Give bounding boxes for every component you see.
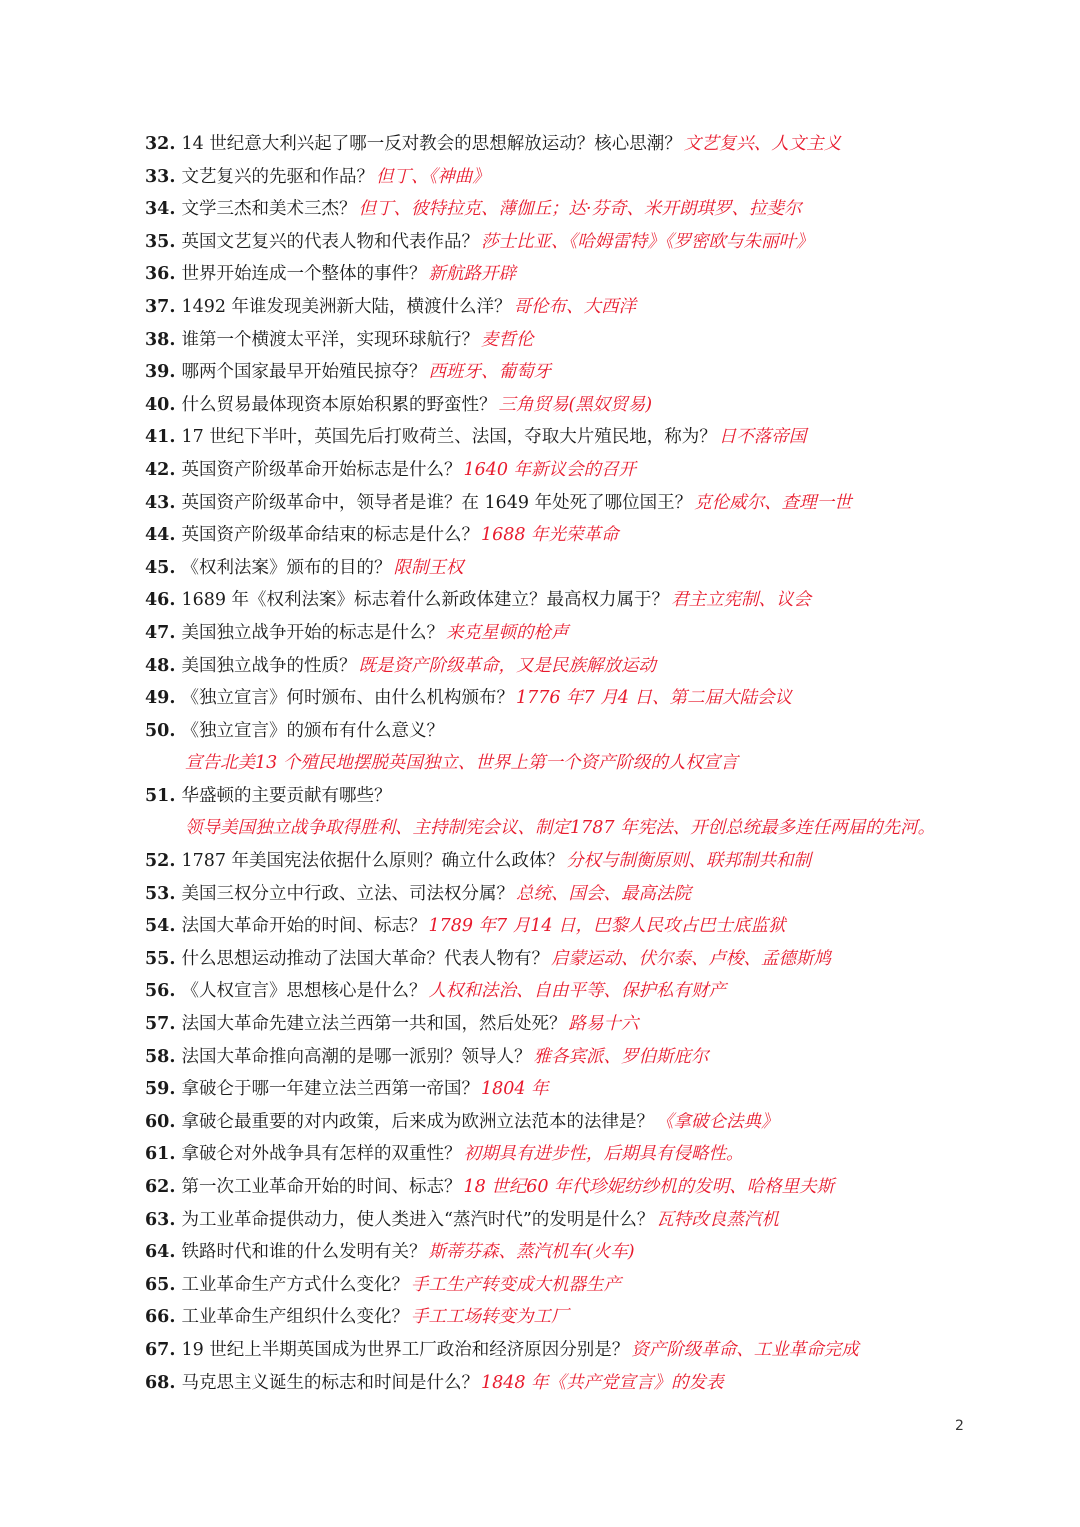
question-number: 61.	[145, 1144, 176, 1165]
qa-item	[145, 1073, 1045, 1106]
qa-item	[145, 1334, 1045, 1367]
answer-text: 手工工场转变为工厂	[410, 1307, 569, 1328]
qa-item	[145, 584, 1045, 617]
answer-text: 瓦特改良蒸汽机	[656, 1209, 779, 1230]
question-number: 50.	[145, 720, 176, 741]
qa-item	[145, 421, 1045, 454]
question-number: 67.	[145, 1339, 176, 1360]
question-text: 世界开始连成一个整体的事件？	[181, 264, 427, 285]
question-text: 美国独立战争开始的标志是什么？	[181, 622, 444, 643]
qa-item	[145, 356, 1045, 389]
question-number: 52.	[145, 851, 176, 872]
question-text: 文学三杰和美术三杰？	[181, 199, 357, 220]
question-text: 工业革命生产组织什么变化？	[181, 1307, 409, 1328]
question-text: 华盛顿的主要贡献有哪些？	[181, 785, 392, 806]
qa-item	[145, 226, 1045, 259]
answer-text: 《拿破仑法典》	[655, 1111, 779, 1132]
qa-list	[145, 128, 1045, 1399]
answer-text: 初期具有进步性，后期具有侵略性。	[463, 1144, 744, 1165]
answer-text: 文艺复兴、人文主义	[683, 134, 842, 154]
question-number: 54.	[145, 916, 176, 937]
qa-item	[145, 454, 1045, 487]
qa-item	[145, 943, 1045, 976]
qa-item	[145, 682, 1045, 715]
question-number: 66.	[145, 1307, 176, 1328]
answer-text: 麦哲伦	[480, 329, 534, 350]
question-text: 马克思主义诞生的标志和时间是什么？	[181, 1372, 479, 1393]
question-number: 57.	[145, 1014, 176, 1035]
answer-text: 雅各宾派、罗伯斯庇尔	[533, 1046, 709, 1067]
answer-text: 但丁、《神曲》	[375, 166, 490, 187]
answer-text: 西班牙、葡萄牙	[428, 362, 551, 383]
question-text: 法国大革命推向高潮的是哪一派别？领导人？	[181, 1046, 532, 1067]
question-number: 68.	[145, 1372, 176, 1393]
answer-text: 手工生产转变成大机器生产	[410, 1274, 621, 1295]
qa-item	[145, 1367, 1045, 1400]
question-text: 第一次工业革命开始的时间、标志？	[181, 1177, 462, 1197]
question-number: 62.	[145, 1177, 176, 1197]
qa-item	[145, 1138, 1045, 1171]
answer-text: 但丁、彼特拉克、薄伽丘；达·芬奇、米开朗琪罗、拉斐尔	[358, 199, 802, 220]
question-number: 53.	[145, 883, 176, 904]
question-number: 58.	[145, 1046, 176, 1067]
question-number: 44.	[145, 525, 176, 546]
question-number: 41.	[145, 427, 176, 448]
qa-item	[145, 161, 1045, 194]
answer-text-continued: 宣告北美13 个殖民地摆脱英国独立、世界上第一个资产阶级的人权宣言	[185, 753, 738, 774]
question-number: 65.	[145, 1274, 176, 1295]
page-number: 2	[955, 1418, 964, 1434]
question-number: 59.	[145, 1079, 176, 1100]
question-text: 19 世纪上半期英国成为世界工厂政治和经济原因分别是？	[181, 1339, 630, 1360]
question-text: 1492 年谁发现美洲新大陆，横渡什么洋？	[181, 296, 512, 317]
question-text: 什么思想运动推动了法国大革命？代表人物有？	[181, 948, 549, 969]
answer-text: 限制王权	[393, 557, 464, 578]
question-text: 《权利法案》颁布的目的？	[181, 557, 392, 578]
qa-item	[145, 1106, 1045, 1139]
answer-text: 18 世纪60 年代珍妮纺纱机的发明、哈格里夫斯	[463, 1177, 835, 1197]
question-text: 《独立宣言》的颁布有什么意义？	[181, 720, 444, 741]
question-number: 40.	[145, 394, 176, 415]
qa-item	[145, 617, 1045, 650]
answer-text: 路易十六	[568, 1014, 639, 1035]
qa-item	[145, 487, 1045, 520]
question-number: 49.	[145, 688, 176, 709]
qa-item	[145, 1236, 1045, 1269]
answer-text: 1640 年新议会的召开	[463, 459, 637, 480]
qa-item	[145, 715, 1045, 748]
question-text: 美国三权分立中行政、立法、司法权分属？	[181, 883, 514, 904]
qa-item	[145, 1204, 1045, 1237]
question-number: 38.	[145, 329, 176, 350]
answer-text-continued: 领导美国独立战争取得胜利、主持制宪会议、制定1787 年宪法、开创总统最多连任两届的先河。	[185, 818, 936, 839]
answer-text: 1789 年7 月14 日，巴黎人民攻占巴士底监狱	[428, 916, 786, 937]
question-number: 35.	[145, 231, 176, 252]
qa-item	[145, 910, 1045, 943]
question-number: 55.	[145, 948, 176, 969]
question-text: 谁第一个横渡太平洋，实现环球航行？	[181, 329, 479, 350]
qa-item	[145, 291, 1045, 324]
qa-item	[145, 1171, 1045, 1204]
answer-text: 1804 年	[480, 1079, 549, 1100]
answer-text: 新航路开辟	[428, 264, 516, 285]
question-number: 56.	[145, 981, 176, 1002]
question-text: 文艺复兴的先驱和作品？	[181, 166, 374, 187]
qa-item	[145, 1269, 1045, 1302]
answer-text: 总统、国会、最高法院	[515, 883, 691, 904]
qa-item	[145, 650, 1045, 683]
answer-text: 日不落帝国	[718, 427, 807, 448]
answer-text: 克伦威尔、查理一世	[694, 492, 852, 513]
answer-text: 1776 年7 月4 日、第二届大陆会议	[515, 688, 792, 709]
answer-text: 三角贸易(黑奴贸易)	[498, 394, 653, 415]
question-text: 拿破仑对外战争具有怎样的双重性？	[181, 1144, 462, 1165]
question-number: 47.	[145, 622, 176, 643]
question-text: 美国独立战争的性质？	[181, 655, 357, 676]
answer-text: 哥伦布、大西洋	[513, 296, 637, 317]
answer-text: 启蒙运动、伏尔泰、卢梭、孟德斯鸠	[550, 948, 831, 969]
qa-item	[145, 324, 1045, 357]
qa-item	[145, 552, 1045, 585]
qa-item	[145, 878, 1045, 911]
qa-item	[145, 845, 1045, 878]
question-text: 英国资产阶级革命中，领导者是谁？在 1649 年处死了哪位国王？	[181, 492, 693, 513]
answer-text: 资产阶级革命、工业革命完成	[631, 1339, 859, 1360]
qa-item	[145, 389, 1045, 422]
question-text: 法国大革命先建立法兰西第一共和国，然后处死？	[181, 1014, 567, 1035]
qa-item	[145, 193, 1045, 226]
question-number: 43.	[145, 492, 176, 513]
question-number: 64.	[145, 1242, 176, 1263]
answer-text: 分权与制衡原则、联邦制共和制	[566, 851, 812, 872]
qa-item	[145, 1041, 1045, 1074]
question-text: 《人权宣言》思想核心是什么？	[181, 981, 427, 1002]
answer-text: 既是资产阶级革命，又是民族解放运动	[358, 655, 656, 676]
qa-item	[145, 975, 1045, 1008]
question-text: 拿破仑最重要的对内政策，后来成为欧洲立法范本的法律是？	[181, 1111, 654, 1132]
answer-text: 1688 年光荣革命	[480, 525, 619, 546]
question-text: 英国资产阶级革命开始标志是什么？	[181, 459, 462, 480]
question-number: 42.	[145, 459, 176, 480]
question-number: 37.	[145, 296, 176, 317]
question-number: 34.	[145, 199, 176, 220]
question-number: 45.	[145, 557, 176, 578]
question-number: 60.	[145, 1111, 176, 1132]
question-number: 36.	[145, 264, 176, 285]
question-number: 51.	[145, 785, 176, 806]
question-number: 63.	[145, 1209, 176, 1230]
qa-item	[145, 258, 1045, 291]
qa-item	[145, 128, 1045, 161]
answer-text: 君主立宪制、议会	[671, 590, 812, 611]
question-text: 工业革命生产方式什么变化？	[181, 1274, 409, 1295]
question-text: 为工业革命提供动力，使人类进入“蒸汽时代”的发明是什么？	[181, 1209, 655, 1230]
qa-item	[145, 1008, 1045, 1041]
question-number: 39.	[145, 362, 176, 383]
answer-text: 人权和法治、自由平等、保护私有财产	[428, 981, 726, 1002]
answer-text: 来克星顿的枪声	[445, 622, 569, 643]
question-text: 什么贸易最体现资本原始积累的野蛮性？	[181, 394, 497, 415]
question-text: 17 世纪下半叶，英国先后打败荷兰、法国，夺取大片殖民地，称为？	[181, 427, 717, 448]
question-text: 法国大革命开始的时间、标志？	[181, 916, 427, 937]
answer-text: 1848 年《共产党宣言》的发表	[480, 1372, 724, 1393]
question-text: 1787 年美国宪法依据什么原则？确立什么政体？	[181, 851, 565, 872]
answer-text: 斯蒂芬森、蒸汽机车(火车)	[428, 1242, 635, 1263]
qa-item	[145, 519, 1045, 552]
question-text: 哪两个国家最早开始殖民掠夺？	[181, 362, 427, 383]
question-text: 英国文艺复兴的代表人物和代表作品？	[181, 231, 479, 252]
qa-item	[145, 1301, 1045, 1334]
question-text: 1689 年《权利法案》标志着什么新政体建立？最高权力属于？	[181, 590, 670, 611]
question-number: 46.	[145, 590, 176, 611]
question-text: 英国资产阶级革命结束的标志是什么？	[181, 525, 479, 546]
question-text: 拿破仑于哪一年建立法兰西第一帝国？	[181, 1079, 479, 1100]
question-text: 《独立宣言》何时颁布、由什么机构颁布？	[181, 688, 514, 709]
question-number: 33.	[145, 166, 176, 187]
question-number: 48.	[145, 655, 176, 676]
qa-item	[145, 780, 1045, 813]
question-text: 14 世纪意大利兴起了哪一反对教会的思想解放运动？核心思潮？	[181, 134, 682, 154]
answer-text: 莎士比亚、《哈姆雷特》《罗密欧与朱丽叶》	[480, 231, 814, 252]
question-text: 铁路时代和谁的什么发明有关？	[181, 1242, 427, 1263]
question-number: 32.	[145, 134, 176, 154]
